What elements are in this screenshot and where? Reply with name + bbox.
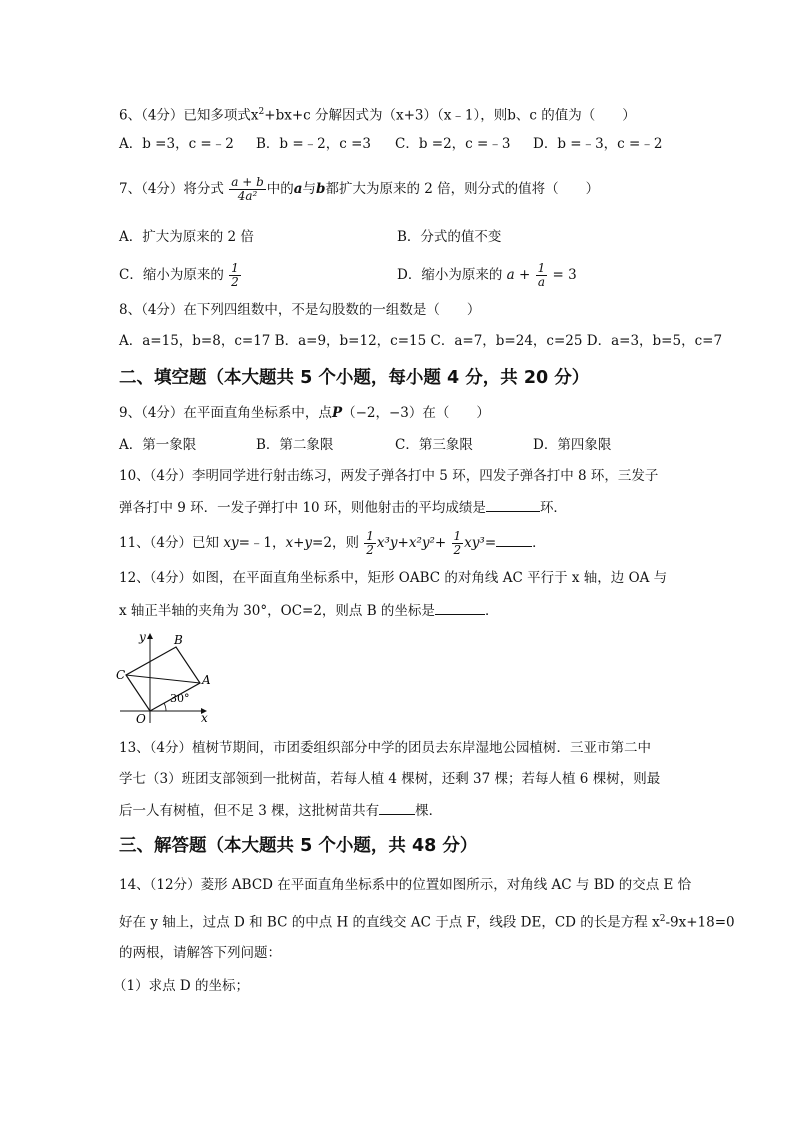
q10-answer-blank — [486, 497, 540, 512]
q9-option-a: A．第一象限 — [119, 437, 197, 453]
angle-arc — [164, 703, 166, 711]
q14-line-2: 好在 y 轴上，过点 D 和 BC 的中点 H 的直线交 AC 于点 F，线段 DE，CD 的长是方程 $x^2-9x+18=0$ — [119, 914, 735, 931]
q9-option-b: B．第二象限 — [256, 437, 334, 453]
q7-option-d: D．缩小为原来的 a + $\frac{1}{a}$ = 3 — [397, 261, 577, 289]
q10-line-2: 弹各打中 9 环．一发子弹打中 10 环，则他射击的平均成绩是 环． — [119, 497, 567, 518]
diagonal-ac — [126, 675, 200, 683]
section-2-heading: 二、填空题（本大题共 5 个小题，每小题 4 分，共 20 分） — [119, 368, 590, 388]
fig-label-x: x — [201, 711, 208, 724]
q13-line-2: 学七（3）班团支部领到一批树苗，若每人植 4 棵树，还剩 37 棵；若每人植 6 棵树，则最 — [119, 771, 661, 787]
q8-options: A．a=15，b=8，c=17 B．a=9，b=12，c=15 C．a=7，b=24，c=25 D．a=3，b=5，c=7 — [119, 333, 723, 349]
fig-label-b: B — [174, 633, 183, 647]
q10-line-1: 10、（4分）李明同学进行射击练习，两发子弹各打中 5 环，四发子弹各打中 8 环，三发子 — [119, 468, 659, 484]
q14-line-3: 的两根，请解答下列问题： — [119, 945, 281, 961]
q11-stem: 11、（4分）已知 xy=﹣1，x+y=2，则 $\frac{1}{2}$ x³y+x²y²+ $\frac{1}{2}$ xy³= ． — [119, 529, 546, 557]
q13-line-1: 13、（4分）植树节期间，市团委组织部分中学的团员去东岸湿地公园植树．三亚市第二中 — [119, 740, 652, 756]
q12-figure — [116, 628, 216, 724]
q9-option-c: C．第三象限 — [395, 437, 473, 453]
q7-option-b: B．分式的值不变 — [397, 229, 502, 245]
q9-option-d: D．第四象限 — [533, 437, 612, 453]
q7-option-c: C．缩小为原来的 $\frac{1}{2}$ — [119, 261, 239, 289]
section-3-heading: 三、解答题（本大题共 5 个小题，共 48 分） — [119, 836, 478, 856]
q8-stem: 8、（4分）在下列四组数中，不是勾股数的一组数是（ ） — [119, 302, 481, 318]
q12-answer-blank — [435, 600, 485, 615]
fig-label-o: O — [136, 712, 146, 724]
q12-line-1: 12、（4分）如图，在平面直角坐标系中，矩形 OABC 的对角线 AC 平行于 x 轴，边 OA 与 — [119, 570, 668, 586]
q6-option-b: B．b =﹣2，c =3 — [256, 136, 372, 152]
q6-option-a: A．b =3，c =﹣2 — [119, 136, 234, 152]
q12-line-2: x 轴正半轴的夹角为 30°，OC=2，则点 B 的坐标是 ． — [119, 600, 498, 621]
q11-answer-blank — [496, 532, 532, 547]
fig-label-angle: 30° — [170, 692, 190, 705]
q14-sub-1: （1）求点 D 的坐标； — [113, 978, 249, 994]
q6-option-d: D．b =﹣3，c =﹣2 — [533, 136, 663, 152]
q9-stem: 9、（4分）在平面直角坐标系中，点P（−2，−3）在（ ） — [119, 405, 490, 421]
fig-label-c: C — [116, 668, 126, 682]
q6-stem: 6、（4分）已知多项式$x^2+bx+c$ 分解因式为（x+3）（x﹣1），则b、c 的值为（ ） — [119, 107, 636, 124]
q7-stem: 7、（4分）将分式 $\frac{a + b}{\text{4a²}}$ 中的a与b都扩大为原来的 2 倍，则分式的值将（ ） — [119, 175, 600, 203]
q14-line-1: 14、（12分）菱形 ABCD 在平面直角坐标系中的位置如图所示，对角线 AC 与 BD 的交点 E 恰 — [119, 877, 692, 893]
q13-answer-blank — [379, 800, 415, 815]
fig-label-a: A — [202, 673, 211, 687]
q7-fraction: $\frac{a + b}{\text{4a²}}$ — [231, 175, 264, 203]
q6-option-c: C．b =2，c =﹣3 — [395, 136, 511, 152]
q7-option-a: A．扩大为原来的 2 倍 — [119, 229, 254, 245]
fig-label-y: y — [139, 630, 146, 644]
q13-line-3: 后一人有树植，但不足 3 棵，这批树苗共有 棵． — [119, 800, 442, 821]
